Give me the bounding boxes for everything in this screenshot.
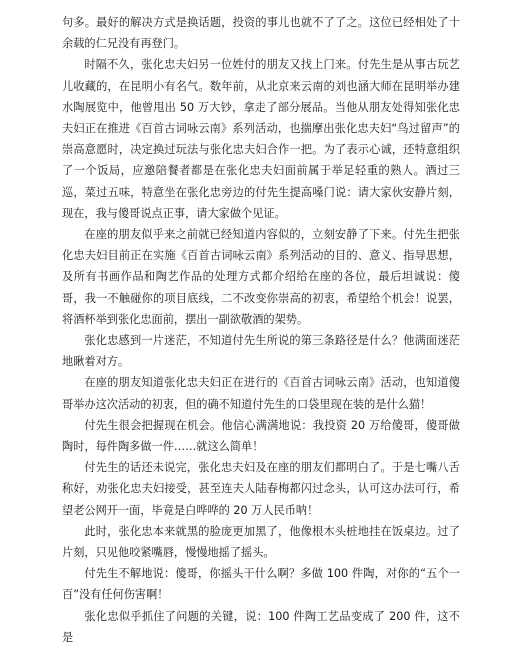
paragraph-10: 张化忠似乎抓住了问题的关键，说：100 件陶工艺品变成了 200 件，这不是 — [62, 609, 460, 644]
paragraph-9: 付先生不解地说：傻哥，你摇头干什么啊？多做 100 件陶，对你的“五个一百”没有任何伤害啊！ — [62, 567, 460, 602]
paragraph-7: 付先生的话还未说完，张化忠夫妇及在座的朋友们都明白了。于是七嘴八舌称好，劝张化忠夫妇接受，甚至连夫人陆春梅都闪过念头，认可这办法可行，希望老公网开一面，毕竟是白哗哗的 20 万人民币呐！ — [62, 461, 460, 517]
paragraph-3: 在座的朋友似乎来之前就已经知道内容似的，立刻安静了下来。付先生把张化忠夫妇目前正在实施《百首古词咏云南》系列活动的目的、意义、指导思想，及所有书画作品和陶艺作品的处理方式都介绍给在座的各位，最后坦诚说：傻哥，我一不触碰你的项目底线，二不改变你崇高的初衷，希望给个机会！说罢，将酒杯举到张化忠面前，摆出一副欲敬酒的架势。 — [62, 228, 460, 326]
paragraph-4: 张化忠感到一片迷茫，不知道付先生所说的第三条路径是什么？他满面迷茫地瞅着对方。 — [62, 334, 460, 369]
paragraph-1: 句多。最好的解决方式是换话题，投资的事儿也就不了了之。这位已经相处了十余载的仁兄没有再登门。 — [62, 16, 460, 51]
document-body — [62, 12, 460, 648]
paragraph-8: 此时，张化忠本来就黑的脸庞更加黑了，他像根木头桩地挂在饭桌边。过了片刻，只见他咬紧嘴唇，慢慢地摇了摇头。 — [62, 524, 460, 560]
paragraph-5: 在座的朋友知道张化忠夫妇正在进行的《百首古词咏云南》活动，也知道傻哥举办这次活动的初衷，但的确不知道付先生的口袋里现在装的是什么猫！ — [62, 376, 460, 411]
paragraph-2: 时隔不久，张化忠夫妇另一位姓付的朋友又找上门来。付先生是从事古玩艺儿收藏的，在昆明小有名气。数年前，从北京来云南的刘也涵大师在昆明举办建水陶展览中，他曾甩出 50 万大钞，拿走了部分展品。当他从朋友处得知张化忠夫妇正在推进《百首古词咏云南》系列活动，也揣摩出张化忠夫妇“鸟过留声”的崇高意愿时，决定换过玩法与张化忠夫妇合作一把。为了表示心诚，还特意组织了一个饭局，应邀陪餐者都是在张化忠夫妇面前属于举足轻重的熟人。酒过三巡，菜过五味，特意坐在张化忠旁边的付先生提高嗓门说：请大家伙安静片刻，现在，我与傻哥说点正事，请大家做个见证。 — [62, 58, 460, 220]
paragraph-6: 付先生很会把握现在机会。他信心满满地说：我投资 20 万给傻哥，傻哥做陶时，每件陶多做一件……就这么简单！ — [62, 418, 460, 454]
